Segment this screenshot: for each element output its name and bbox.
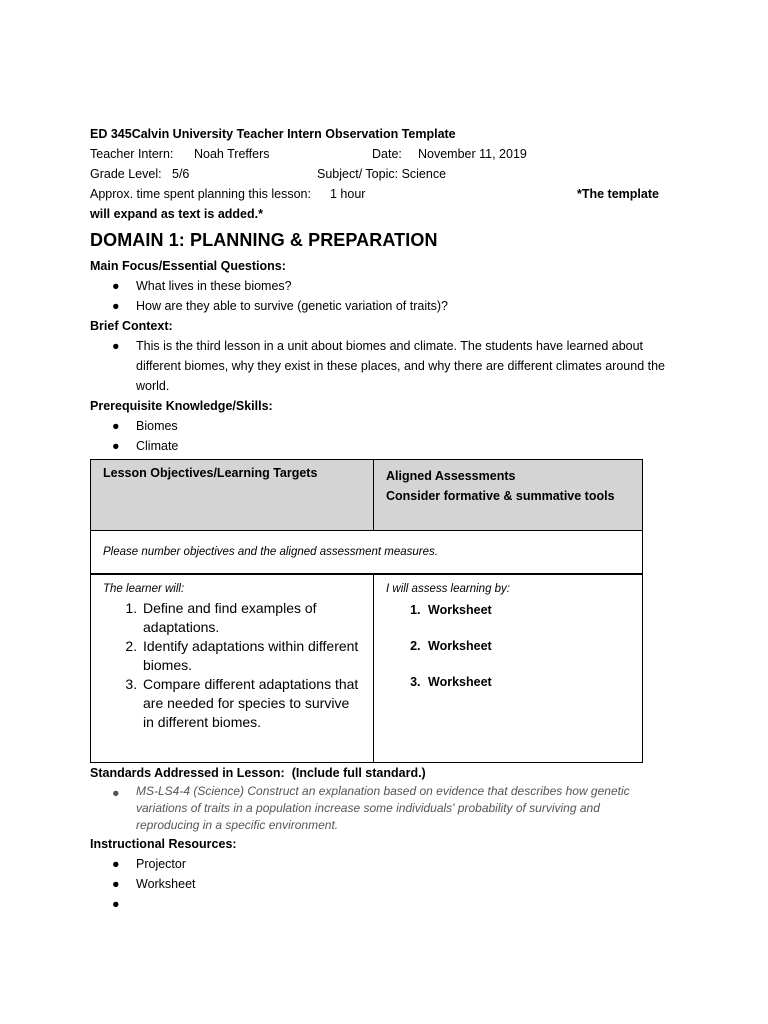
standards-row bbox=[90, 763, 665, 783]
list-item: 2. Worksheet bbox=[424, 639, 630, 653]
bullet-icon: ● bbox=[112, 339, 120, 353]
list-item: 1. Worksheet bbox=[424, 603, 630, 617]
subject-value: Science bbox=[401, 167, 447, 181]
grade-row bbox=[90, 164, 665, 184]
context-list bbox=[90, 336, 665, 396]
expand-note-cont: will expand as text is added.* bbox=[90, 207, 263, 221]
domain-heading: DOMAIN 1: PLANNING & PREPARATION bbox=[90, 230, 438, 250]
assessments-header: Aligned Assessments Consider formative & summative tools bbox=[374, 460, 643, 531]
objectives-header: Lesson Objectives/Learning Targets bbox=[91, 460, 374, 531]
intern-name: Noah Treffers bbox=[194, 147, 270, 161]
bullet-icon: ● bbox=[112, 279, 120, 293]
expand-note: *The template bbox=[577, 187, 659, 201]
date-value: November 11, 2019 bbox=[418, 147, 527, 161]
bullet-icon: ● bbox=[112, 786, 120, 800]
observation-template bbox=[90, 124, 665, 914]
time-label: Approx. time spent planning this lesson: bbox=[90, 187, 311, 201]
list-item bbox=[90, 894, 665, 914]
grade-label: Grade Level: bbox=[90, 167, 162, 181]
subject-label: Subject/ Topic: bbox=[317, 167, 399, 181]
time-row bbox=[90, 184, 665, 204]
objectives-list bbox=[103, 599, 361, 732]
standards-label: Standards Addressed in Lesson: bbox=[90, 766, 285, 780]
list-item: ● How are they able to survive (genetic variation of traits)? bbox=[90, 296, 665, 316]
standards-list bbox=[90, 783, 665, 834]
context-label: Brief Context: bbox=[90, 319, 173, 333]
assess-intro: I will assess learning by: bbox=[386, 583, 510, 595]
list-item: ● Projector bbox=[90, 854, 665, 874]
bullet-icon: ● bbox=[112, 299, 120, 313]
standards-note: (Include full standard.) bbox=[291, 766, 426, 780]
document-title: ED 345Calvin University Teacher Intern Observation Template bbox=[90, 127, 456, 141]
intern-row bbox=[90, 144, 665, 164]
list-item: ● This is the third lesson in a unit about biomes and climate. The students have learned about different biomes, why they exist in these places, and why there are different climates around the world. bbox=[90, 336, 671, 396]
objectives-cell bbox=[91, 574, 374, 763]
resources-list bbox=[90, 854, 665, 914]
list-item: 3. Worksheet bbox=[424, 675, 630, 689]
intern-label: Teacher Intern: bbox=[90, 147, 174, 161]
objectives-table bbox=[90, 459, 643, 763]
bullet-icon: ● bbox=[112, 877, 120, 891]
table-note: Please number objectives and the aligned assessment measures. bbox=[91, 531, 643, 575]
bullet-icon: ● bbox=[112, 439, 120, 453]
bullet-icon: ● bbox=[112, 857, 120, 871]
list-item: ● What lives in these biomes? bbox=[90, 276, 665, 296]
list-item: 2. Identify adaptations within different biomes. bbox=[141, 637, 361, 675]
focus-label: Main Focus/Essential Questions: bbox=[90, 259, 286, 273]
prereq-list bbox=[90, 416, 665, 456]
list-item: ● Biomes bbox=[90, 416, 665, 436]
list-item: 1. Define and find examples of adaptations. bbox=[141, 599, 361, 637]
date-label: Date: bbox=[372, 147, 402, 161]
assessments-list bbox=[386, 603, 630, 689]
bullet-icon: ● bbox=[112, 419, 120, 433]
assessments-cell bbox=[374, 574, 643, 763]
resources-label: Instructional Resources: bbox=[90, 837, 237, 851]
list-item: ● MS-LS4-4 (Science) Construct an explanation based on evidence that describes how genetic variations of traits in a population increase some individuals' probability of surviving and reproducing in a specific environment. bbox=[112, 784, 630, 832]
list-item: ● Worksheet bbox=[90, 874, 665, 894]
focus-list bbox=[90, 276, 665, 316]
grade-value: 5/6 bbox=[172, 167, 190, 181]
bullet-icon: ● bbox=[112, 897, 120, 911]
list-item: 3. Compare different adaptations that are needed for species to survive in different biomes. bbox=[141, 675, 361, 732]
learner-intro: The learner will: bbox=[103, 583, 185, 595]
list-item: ● Climate bbox=[90, 436, 665, 456]
time-value: 1 hour bbox=[330, 187, 366, 201]
prereq-label: Prerequisite Knowledge/Skills: bbox=[90, 399, 273, 413]
